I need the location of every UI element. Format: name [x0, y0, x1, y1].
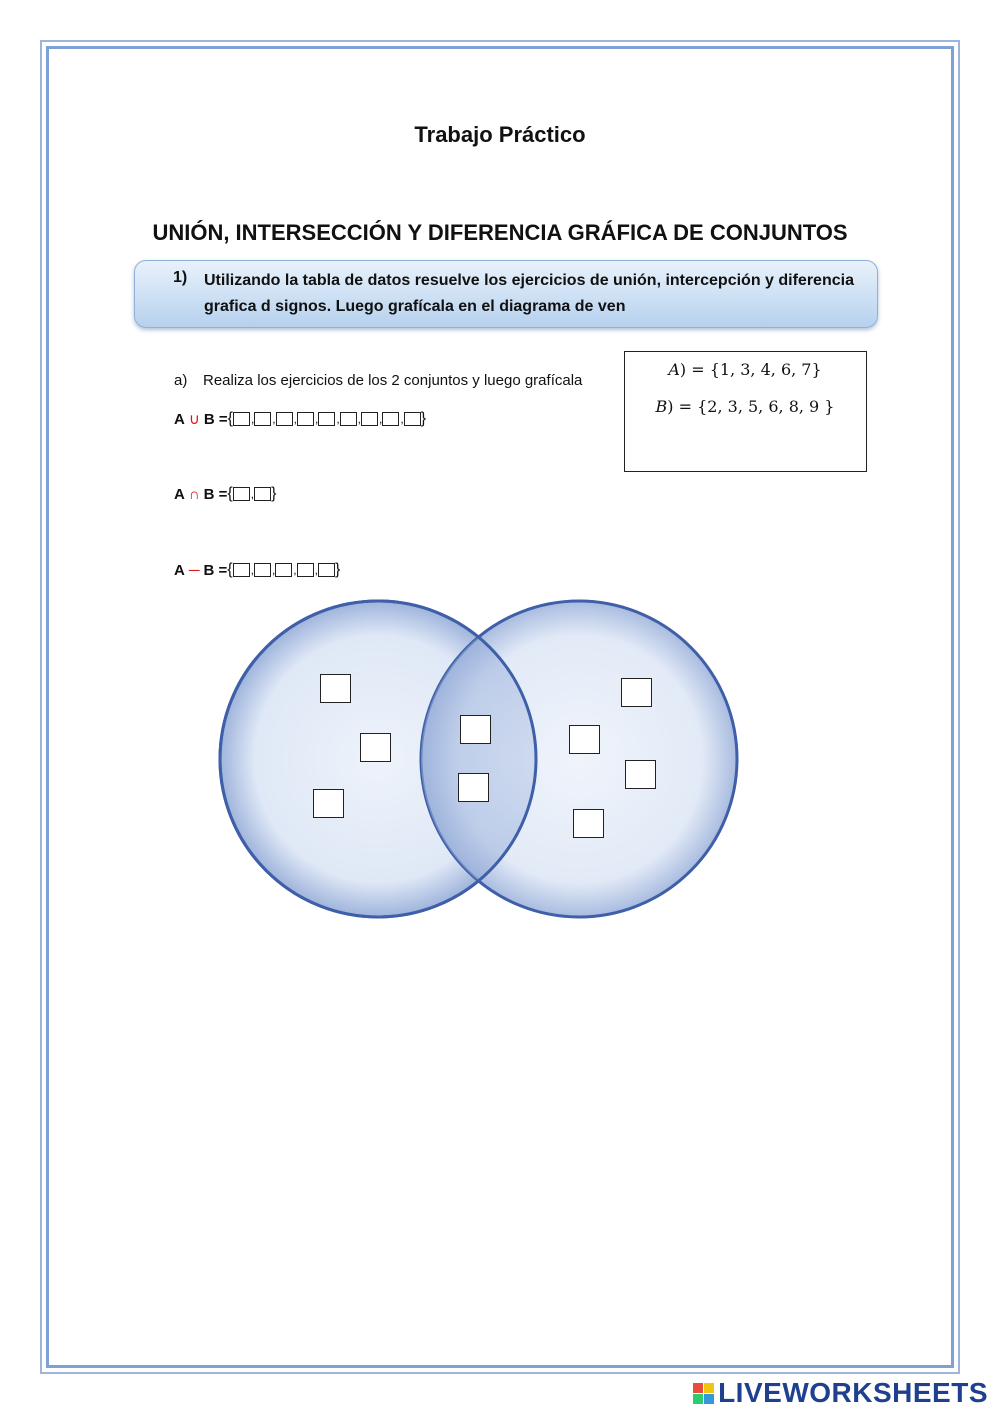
comma: ,	[336, 412, 340, 426]
union-right: B =	[203, 410, 228, 428]
difference-left: A	[174, 561, 185, 579]
difference-answer-box[interactable]	[254, 563, 271, 577]
comma: ,	[314, 412, 319, 426]
venn-b-only-box[interactable]	[625, 760, 656, 789]
instruction-letter: a)	[174, 372, 188, 389]
union-answer-box[interactable]	[361, 412, 378, 426]
intersection-answer-box[interactable]	[233, 487, 250, 501]
difference-operator: ─	[188, 561, 200, 579]
union-answer-box[interactable]	[297, 412, 314, 426]
comma: ,	[250, 563, 254, 577]
difference-answer-boxes	[233, 563, 335, 577]
set-a-line	[625, 360, 865, 379]
venn-intersection-box[interactable]	[460, 715, 491, 744]
intersection-right: B =	[203, 485, 228, 503]
instruction-text: Realiza los ejercicios de los 2 conjuntos y luego grafícala	[203, 372, 583, 389]
comma: ,	[271, 563, 276, 577]
venn-a-only-box[interactable]	[320, 674, 351, 703]
union-equation	[174, 410, 426, 428]
difference-right: B =	[203, 561, 228, 579]
intersection-operator: ∩	[188, 485, 200, 503]
intersection-equation	[174, 485, 276, 503]
intersection-answer-box[interactable]	[254, 487, 271, 501]
difference-equation	[174, 561, 340, 579]
comma: ,	[272, 412, 276, 426]
intersection-answer-boxes	[233, 487, 271, 501]
intersection-open-brace: {	[227, 485, 233, 502]
set-a-values: ) = {1, 3, 4, 6, 7}	[679, 360, 822, 379]
union-answer-box[interactable]	[276, 412, 293, 426]
union-answer-box[interactable]	[233, 412, 250, 426]
comma: ,	[250, 487, 255, 501]
union-answer-box[interactable]	[318, 412, 335, 426]
intersection-close-brace: }	[271, 485, 277, 502]
comma: ,	[293, 412, 297, 426]
set-b-values: ) = {2, 3, 5, 6, 8, 9 }	[667, 397, 835, 416]
difference-answer-box[interactable]	[297, 563, 314, 577]
venn-a-only-box[interactable]	[313, 789, 344, 818]
venn-intersection-box[interactable]	[458, 773, 489, 802]
sets-box	[624, 351, 867, 472]
watermark	[693, 1377, 988, 1409]
instruction-line	[174, 372, 582, 389]
union-open-brace: {	[227, 410, 233, 427]
page-title: Trabajo Práctico	[414, 122, 586, 147]
comma: ,	[314, 563, 318, 577]
comma: ,	[357, 412, 361, 426]
page-subtitle: UNIÓN, INTERSECCIÓN Y DIFERENCIA GRÁFICA DE CONJUNTOS	[152, 220, 848, 245]
union-answer-box[interactable]	[404, 412, 421, 426]
union-answer-box[interactable]	[254, 412, 271, 426]
watermark-text: LIVEWORKSHEETS	[718, 1377, 988, 1408]
exercise-banner	[134, 260, 878, 328]
difference-close-brace: }	[334, 561, 341, 578]
intersection-left: A	[174, 485, 185, 503]
comma: ,	[379, 412, 383, 426]
union-answer-box[interactable]	[340, 412, 357, 426]
liveworksheets-logo-icon	[693, 1383, 714, 1404]
venn-b-only-box[interactable]	[573, 809, 604, 838]
venn-b-only-box[interactable]	[621, 678, 652, 707]
comma: ,	[293, 563, 297, 577]
exercise-text: Utilizando la tabla de datos resuelve los ejercicios de unión, intercepción y diferencia grafica d signos. Luego grafícala en el diagrama de ven	[204, 272, 854, 315]
exercise-number: 1)	[173, 269, 188, 286]
difference-answer-box[interactable]	[233, 563, 250, 577]
union-answer-boxes	[233, 412, 421, 426]
comma: ,	[250, 412, 255, 426]
union-operator: ∪	[188, 411, 200, 428]
difference-answer-box[interactable]	[318, 563, 335, 577]
comma: ,	[400, 412, 404, 426]
union-left: A	[174, 410, 185, 428]
union-answer-box[interactable]	[382, 412, 399, 426]
difference-answer-box[interactable]	[275, 563, 292, 577]
set-b-line	[625, 397, 865, 416]
venn-b-only-box[interactable]	[569, 725, 600, 754]
set-b-label: B	[655, 397, 668, 416]
venn-diagram	[210, 595, 750, 925]
difference-open-brace: {	[227, 561, 233, 578]
venn-a-only-box[interactable]	[360, 733, 391, 762]
union-close-brace: }	[420, 410, 427, 427]
set-a-label: A	[668, 360, 680, 379]
